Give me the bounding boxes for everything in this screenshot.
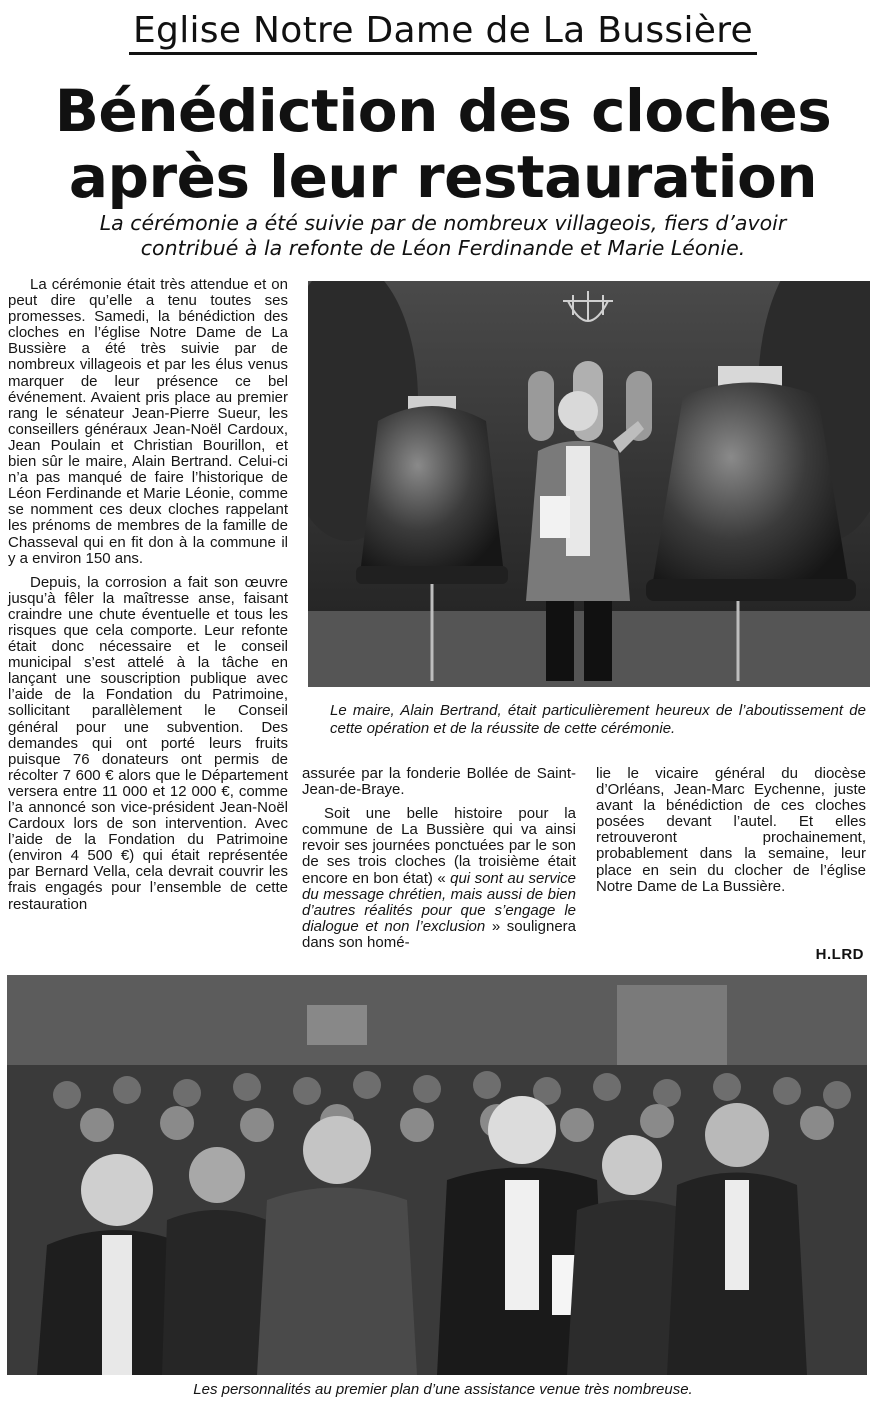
section-kicker: Eglise Notre Dame de La Bussière xyxy=(0,10,886,51)
article-column-2 xyxy=(302,766,576,951)
paragraph: Soit une belle histoire pour la commune de La Bussière qui va ainsi revoir ses journées ponctuées par le son de ses trois cloches (la troisième était encore en bon état) « qui sont au service du message chrétien, mais aussi de bien d’autres réalités pour que s’engage le dialogue et non l’exclusion » soulignera dans son homé- xyxy=(302,805,576,951)
author-byline: H.LRD xyxy=(815,946,864,963)
headline-line-1: Bénédiction des cloches xyxy=(54,77,832,145)
paragraph: assurée par la fonderie Bollée de Saint-Jean-de-Braye. xyxy=(302,765,576,799)
article-column-1 xyxy=(8,277,288,913)
paragraph: lie le vicaire général du diocèse d’Orléans, Jean-Marc Eychenne, juste avant la bénédiction de ces cloches posées devant l’autel. Et elles retrouveront prochainement, probablement dans la semaine, leur place en sein du clocher de l’église Notre Dame de La Bussière. xyxy=(596,765,866,895)
headline-line-2: après leur restauration xyxy=(68,143,818,211)
deck-line-2: contribué à la refonte de Léon Ferdinande et Marie Léonie. xyxy=(140,236,746,260)
deck-line-1: La cérémonie a été suivie par de nombreux villageois, fiers d’avoir xyxy=(99,211,787,235)
photo-audience xyxy=(7,975,867,1375)
paragraph: La cérémonie était très attendue et on peut dire qu’elle a tenu toutes ses promesses. Samedi, la bénédiction des cloches en l’église Notre Dame de La Bussière a été très suivie par de nombreux villageois et par les élus venus marquer de leur présence ce bel événement. Avaient pris place au premier rang le sénateur Jean-Pierre Sueur, les conseillers généraux Jean-Noël Cardoux, Jean Poulain et Christian Bourillon, et bien sûr le maire, Alain Bertrand. Celui-ci n’a pas manqué de faire l’historique de Léon Ferdinande et Marie Léonie, comme se nomment ces deux cloches rappelant les prénoms de membres de la famille de Chasseval qui en fit don à la commune il y a environ 150 ans. xyxy=(8,276,288,567)
photo-caption-2: Les personnalités au premier plan d’une assistance venue très nombreuse. xyxy=(193,1381,693,1398)
photo-caption-1: Le maire, Alain Bertrand, était particulièrement heureux de l’aboutissement de cette opération et de la réussite de cette cérémonie. xyxy=(330,702,866,737)
photo-mayor-with-bells xyxy=(308,281,870,687)
paragraph: Depuis, la corrosion a fait son œuvre jusqu’à fêler la maîtresse anse, faisant craindre une chute éventuelle et tous les risques que cela comporte. Leur refonte était donc nécessaire et le conseil municipal s’est attelé à la tâche en lançant une souscription publique avec l’aide de la Fondation du Patrimoine, sollicitant parallèlement le Conseil général pour une subvention. Des demandes qui ont porté leurs fruits puisque 76 donateurs ont permis de récolter 7 600 € alors que le Département versera entre 11 000 et 12 000 €, comme l’a annoncé son vice-président Jean-Noël Cardoux lors de son intervention. Avec l’aide de la Fondation du Patrimoine (environ 4 500 €) qui était représentée par Bernard Vella, cela devrait couvrir les frais engagés pour l’ensemble de cette restauration xyxy=(8,573,288,913)
article-column-3 xyxy=(596,766,866,895)
